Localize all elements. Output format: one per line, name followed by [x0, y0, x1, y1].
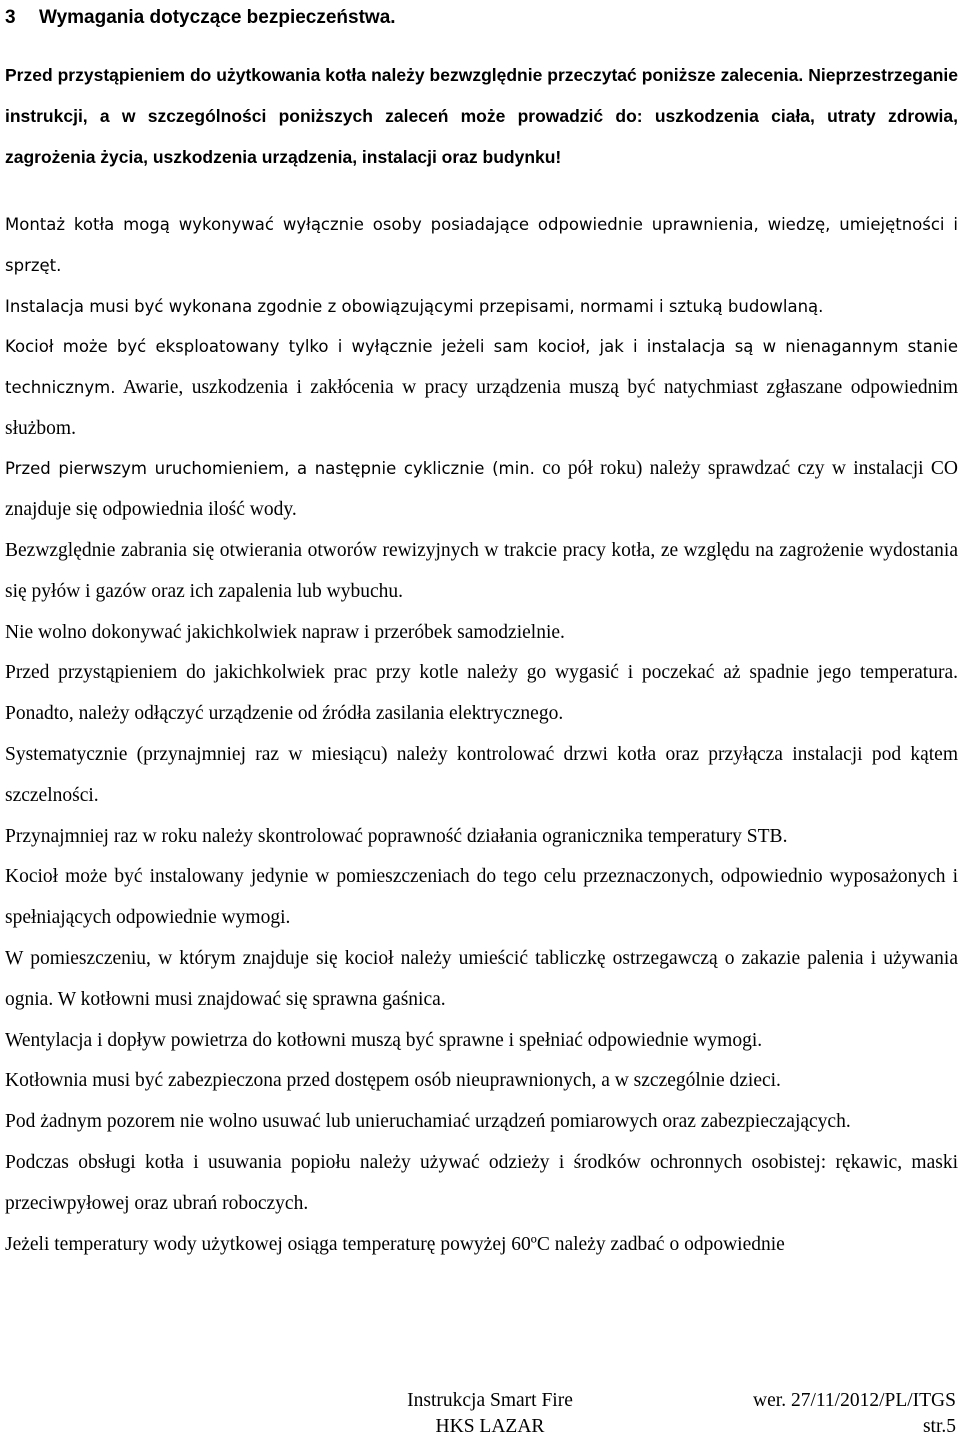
- rule-seal-check: Systematycznie (przynajmniej raz w miesiącu) należy kontrolować drzwi kotła oraz przyłącza instalacji pod kątem szczelności.: [5, 743, 958, 806]
- safety-rules: [5, 327, 958, 1265]
- intro-warning: Przed przystąpieniem do użytkowania kotła należy bezwzględnie przeczytać poniższe zalecenia. Nieprzestrzeganie instrukcji, a w szczególności poniższych zaleceń może prowadzić do: uszkodzenia ciała, utraty zdrowia, zagrożenia życia, uszkodzenia urządzenia, instalacji oraz budynku!: [5, 65, 958, 167]
- rule-water-temperature: Jeżeli temperatury wody użytkowej osiąga temperaturę powyżej 60ºC należy zadbać o odpowiednie: [5, 1233, 785, 1255]
- section-heading: [5, 0, 958, 32]
- rule-water-check-intro: Przed pierwszym uruchomieniem, a następnie cyklicznie (min.: [5, 459, 535, 479]
- footer-version: wer. 27/11/2012/PL/ITGS: [753, 1390, 956, 1411]
- rule-extinguish-before-work: Przed przystąpieniem do jakichkolwiek prac przy kotle należy go wygasić i poczekać aż spadnie jego temperatura. Ponadto, należy odłączyć urządzenie od źródła zasilania elektrycznego.: [5, 662, 958, 725]
- rule-access-protection: Kotłownia musi być zabezpieczona przed dostępem osób nieuprawnionych, a w szczególnie dzieci.: [5, 1070, 781, 1092]
- rule-water-check: [5, 449, 958, 531]
- page-content: [5, 0, 958, 1265]
- rule-fault-reporting-text: Awarie, uszkodzenia i zakłócenia w pracy urządzenia muszą być natychmiast zgłaszane odpowiednim służbom.: [5, 376, 958, 439]
- rule-operating-condition-text: Kocioł może być eksploatowany tylko i wyłącznie jeżeli sam kocioł, jak i instalacja są w nienagannym stanie technicznym.: [5, 337, 958, 397]
- page-number: str.5: [922, 1416, 956, 1437]
- rule-inspection-openings: Bezwzględnie zabrania się otwierania otworów rewizyjnych w trakcie pracy kotła, ze względu na zagrożenie wydostania się pyłów i gazów oraz ich zapalenia lub wybuchu.: [5, 539, 958, 602]
- rule-measuring-devices: Pod żadnym pozorem nie wolno usuwać lub unieruchamiać urządzeń pomiarowych oraz zabezpieczających.: [5, 1111, 851, 1133]
- footer-document-info: [380, 1388, 600, 1440]
- rule-installation-room: Kocioł może być instalowany jedynie w pomieszczeniach do tego celu przeznaczonych, odpowiednio wyposażonych i spełniających odpowiednie wymogi.: [5, 866, 958, 929]
- rule-no-self-repair: Nie wolno dokonywać jakichkolwiek napraw i przeróbek samodzielnie.: [5, 621, 565, 643]
- section-number: 3: [5, 7, 16, 28]
- installation-notice: Montaż kotła mogą wykonywać wyłącznie osoby posiadające odpowiednie uprawnienia, wiedzę, umiejętności i sprzęt.: [5, 215, 958, 275]
- rule-water-check-text: co pół roku) należy sprawdzać czy w instalacji CO znajduje się odpowiednia ilość wody.: [5, 458, 958, 521]
- rule-warning-sign: W pomieszczeniu, w którym znajduje się kocioł należy umieścić tabliczkę ostrzegawczą o zakazie palenia i używania ognia. W kotłowni musi znajdować się sprawna gaśnica.: [5, 947, 958, 1010]
- rule-protective-clothing: Podczas obsługi kotła i usuwania popiołu należy używać odzieży i środków ochronnych osobistej: rękawic, maski przeciwpyłowej oraz ubrań roboczych.: [5, 1151, 958, 1214]
- rule-ventilation: Wentylacja i dopływ powietrza do kotłowni muszą być sprawne i spełniać odpowiednie wymogi.: [5, 1029, 763, 1051]
- regulations-notice: Instalacja musi być wykonana zgodnie z obowiązującymi przepisami, normami i sztuką budowlaną.: [5, 297, 824, 316]
- rule-operating-condition: [5, 327, 958, 449]
- footer-doc-title: Instrukcja Smart Fire: [407, 1390, 573, 1411]
- rule-stb-check: Przynajmniej raz w roku należy skontrolować poprawność działania ogranicznika temperatury STB.: [5, 825, 788, 847]
- footer-product: HKS LAZAR: [435, 1416, 545, 1437]
- section-title: Wymagania dotyczące bezpieczeństwa.: [39, 7, 396, 28]
- footer-version-info: [753, 1388, 956, 1440]
- page-footer: [0, 1388, 960, 1440]
